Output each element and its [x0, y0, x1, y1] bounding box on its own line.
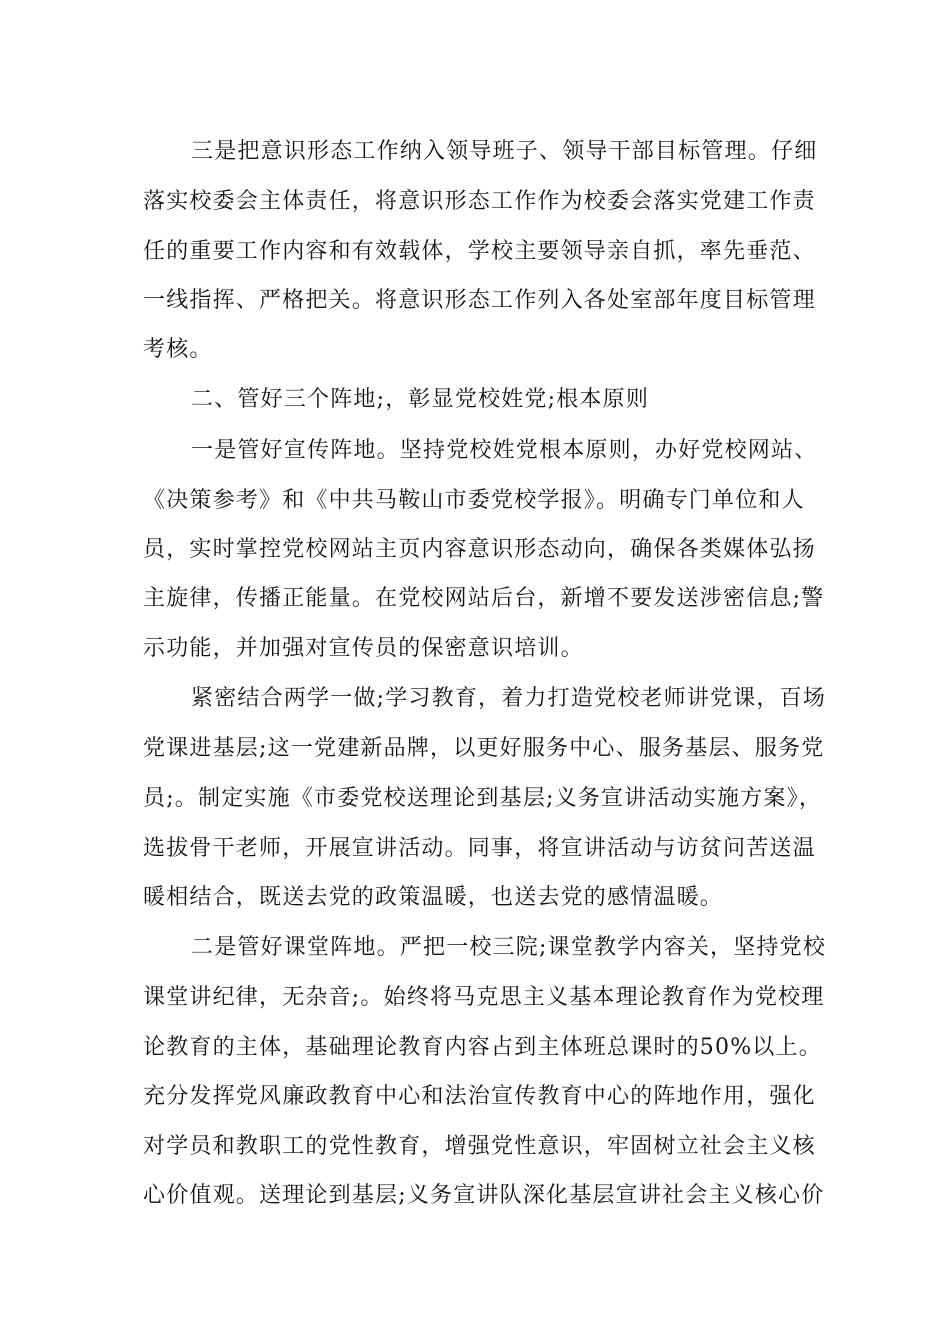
text-line: 暖相结合，既送去党的政策温暖，也送去党的感情温暖。	[143, 885, 724, 910]
text-line: 论教育的主体，基础理论教育内容占到主体班总课时的50%以上。	[143, 1035, 822, 1060]
text-line: 对学员和教职工的党性教育，增强党性意识，牢固树立社会主义核	[143, 1134, 816, 1159]
text-line: 员;。制定实施《市委党校送理论到基层;义务宣讲活动实施方案》，	[143, 786, 823, 811]
text-line: 一线指挥、严格把关。将意识形态工作列入各处室部年度目标管理	[143, 288, 816, 313]
text-line: 充分发挥党风廉政教育中心和法治宣传教育中心的阵地作用，强化	[143, 1084, 816, 1109]
text-line: 员，实时掌控党校网站主页内容意识形态动向，确保各类媒体弘扬	[143, 537, 816, 562]
text-line: 二是管好课堂阵地。严把一校三院;课堂教学内容关，坚持党校	[191, 935, 827, 960]
text-line: 任的重要工作内容和有效载体，学校主要领导亲自抓，率先垂范、	[143, 239, 816, 264]
text-line: 一是管好宣传阵地。坚持党校姓党根本原则，办好党校网站、	[191, 438, 818, 463]
text-line: 主旋律，传播正能量。在党校网站后台，新增不要发送涉密信息;警	[143, 586, 825, 611]
text-line: 三是把意识形态工作纳入领导班子、领导干部目标管理。仔细	[191, 139, 818, 164]
text-line: 选拔骨干老师，开展宣讲活动。同事，将宣讲活动与访贫问苦送温	[143, 836, 816, 861]
text-line: 《决策参考》和《中共马鞍山市委党校学报》。明确专门单位和人	[143, 488, 805, 513]
text-line: 示功能，并加强对宣传员的保密意识培训。	[143, 636, 584, 661]
text-line: 落实校委会主体责任，将意识形态工作作为校委会落实党建工作责	[143, 189, 816, 214]
text-line: 课堂讲纪律，无杂音;。始终将马克思主义基本理论教育作为党校理	[143, 985, 825, 1010]
section-heading: 二、管好三个阵地;，彰显党校姓党;根本原则	[191, 387, 650, 412]
text-line: 党课进基层;这一党建新品牌，以更好服务中心、服务基层、服务党	[143, 736, 825, 761]
text-line: 考核。	[143, 337, 213, 362]
text-line: 紧密结合两学一做;学习教育，着力打造党校老师讲党课，百场	[191, 686, 827, 711]
text-line: 心价值观。送理论到基层;义务宣讲队深化基层宣讲社会主义核心价	[143, 1183, 825, 1208]
